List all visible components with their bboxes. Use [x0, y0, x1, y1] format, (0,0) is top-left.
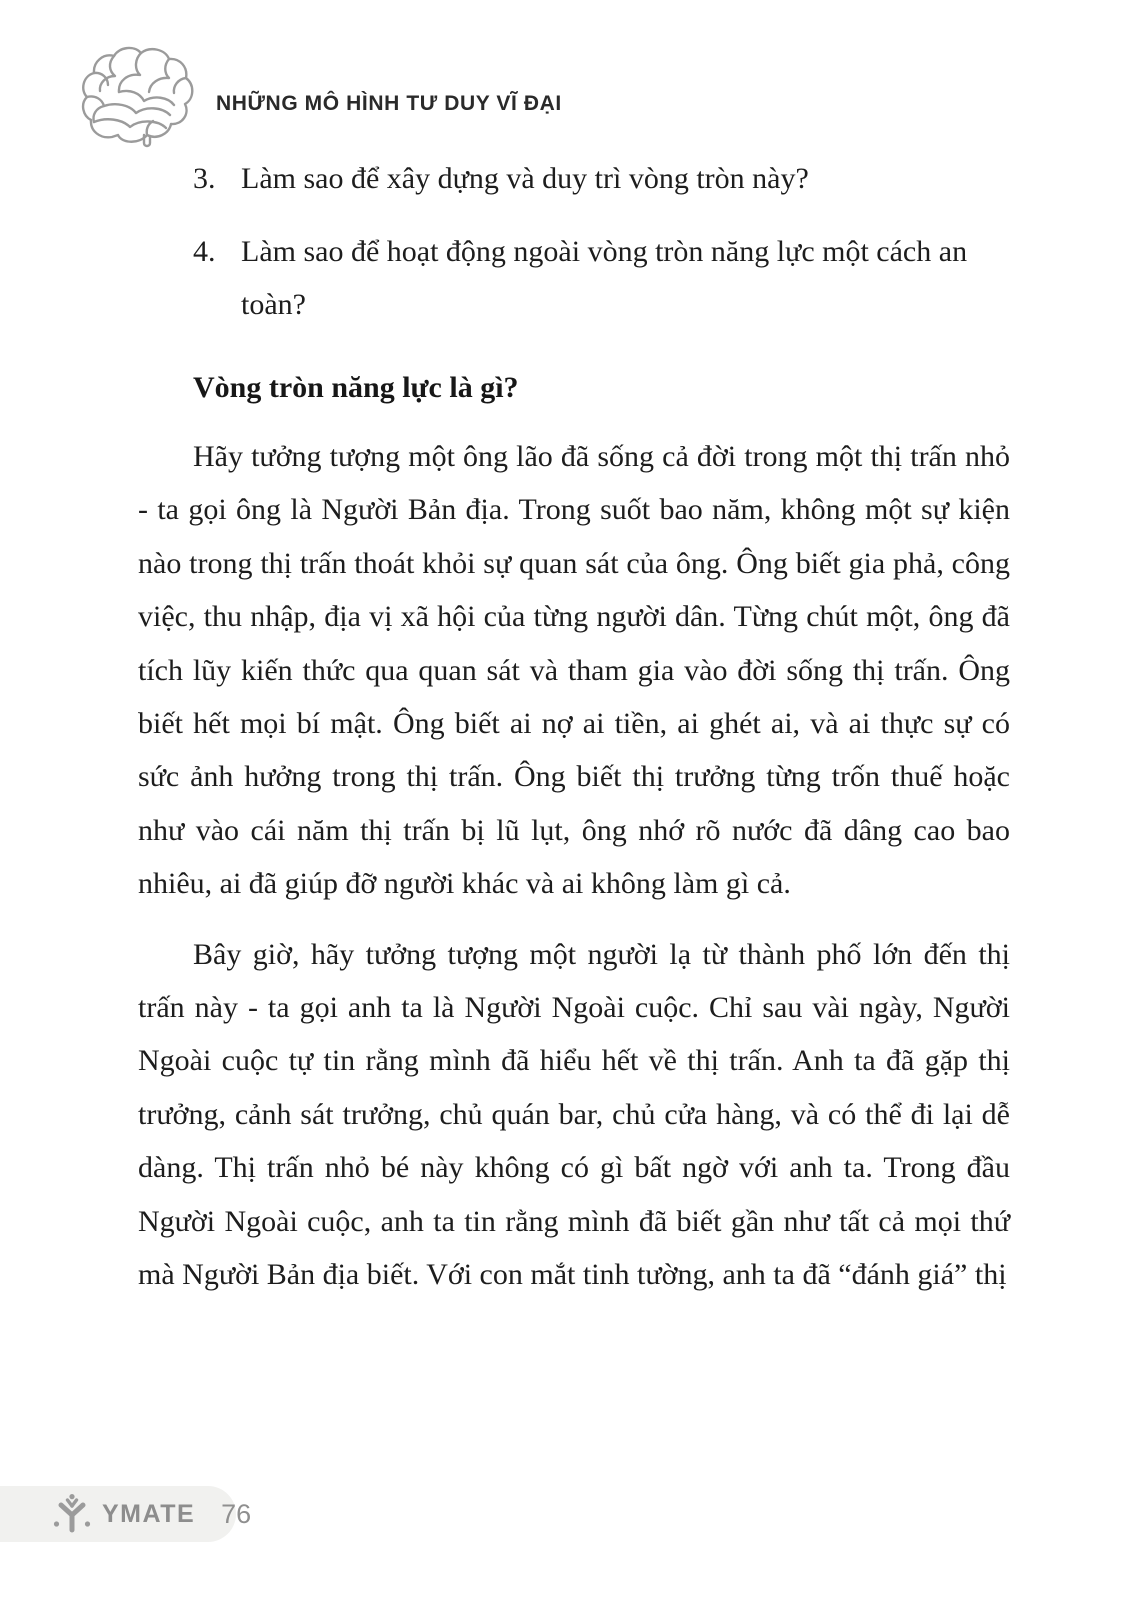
- page-number: 76: [221, 1498, 252, 1529]
- section-heading: Vòng tròn năng lực là gì?: [193, 371, 519, 404]
- question-number: 4.: [193, 235, 216, 268]
- paragraph-outsider: Bây giờ, hãy tưởng tượng một người lạ từ thành phố lớn đến thị trấn này - ta gọi anh ta là Người Ngoài cuộc. Chỉ sau vài ngày, Người Ngoài cuộc tự tin rằng mình đã hiểu hết về thị trấn. Anh ta đã gặp thị trưởng, cảnh sát trưởng, chủ quán bar, chủ cửa hàng, và có thể đi lại dễ dàng. Thị trấn nhỏ bé này không có gì bất ngờ với anh ta. Trong đầu Người Ngoài cuộc, anh ta tin rằng mình đã biết gần như tất cả mọi thứ mà Người Bản địa biết. Với con mắt tinh tường, anh ta đã “đánh giá” thị: [138, 937, 1010, 1292]
- footer-brand-pill: [0, 1486, 252, 1542]
- question-item-4: [138, 225, 1010, 331]
- question-number: 3.: [193, 162, 216, 195]
- question-item-3: [138, 152, 1010, 205]
- book-title: NHỮNG MÔ HÌNH TƯ DUY VĨ ĐẠI: [216, 92, 562, 115]
- page-body: [138, 152, 1010, 1319]
- paragraph-native: Hãy tưởng tượng một ông lão đã sống cả đời trong một thị trấn nhỏ - ta gọi ông là Người Bản địa. Trong suốt bao năm, không một sự kiện nào trong thị trấn thoát khỏi sự quan sát của ông. Ông biết gia phả, công việc, thu nhập, địa vị xã hội của từng người dân. Từng chút một, ông đã tích lũy kiến thức qua quan sát và tham gia vào đời sống thị trấn. Ông biết hết mọi bí mật. Ông biết ai nợ ai tiền, ai ghét ai, và ai thực sự có sức ảnh hưởng trong thị trấn. Ông biết thị trưởng từng trốn thuế hoặc như vào cái năm thị trấn bị lũ lụt, ông nhớ rõ nước đã dâng cao bao nhiêu, ai đã giúp đỡ người khác và ai không làm gì cả.: [138, 440, 1010, 901]
- question-list: [138, 152, 1010, 331]
- question-text: Làm sao để xây dựng và duy trì vòng tròn này?: [241, 162, 809, 195]
- ymate-logo-icon: [52, 1494, 92, 1534]
- brain-icon: [78, 45, 198, 153]
- footer-brand-name: YMATE: [102, 1499, 196, 1528]
- question-text: Làm sao để hoạt động ngoài vòng tròn năng lực một cách an toàn?: [241, 235, 968, 321]
